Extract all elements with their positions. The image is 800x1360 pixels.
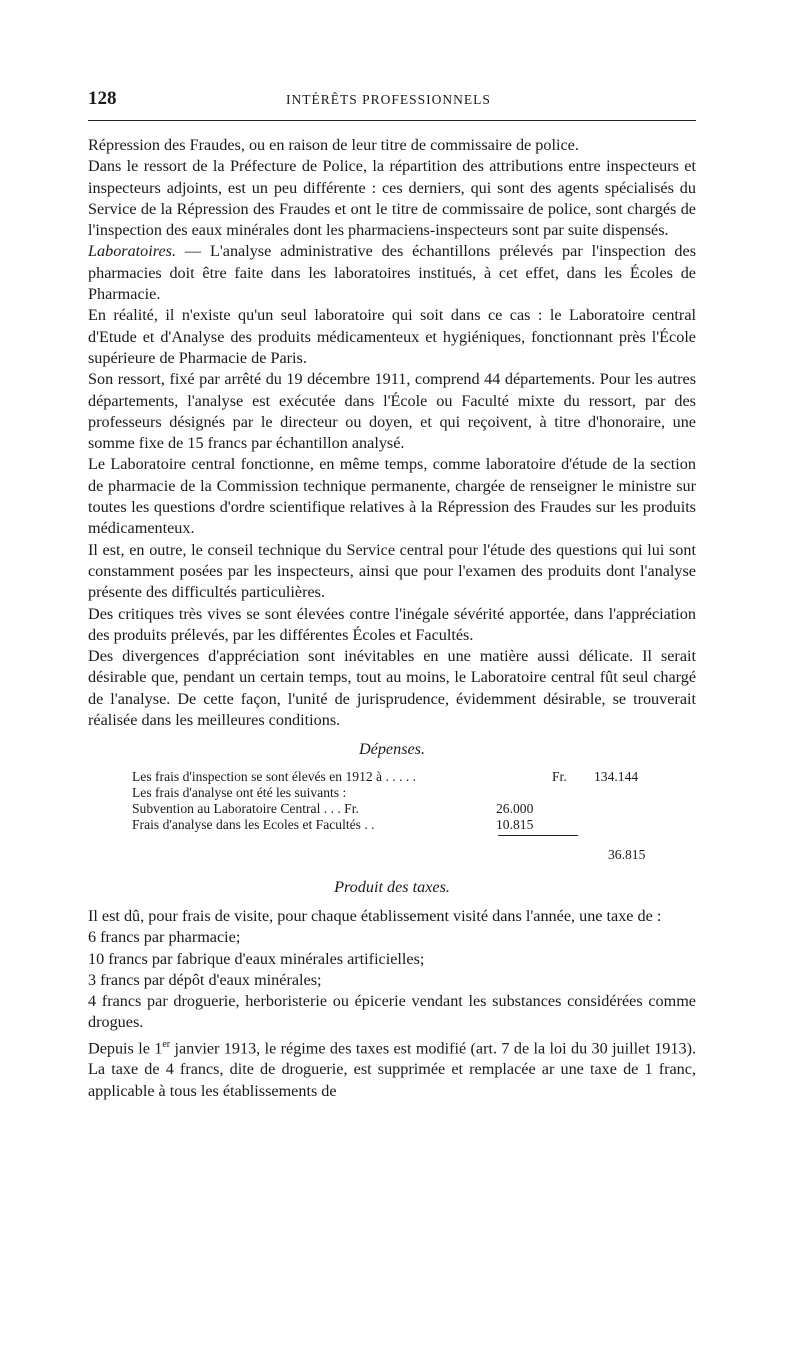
superscript: er xyxy=(162,1038,171,1050)
page-header xyxy=(88,84,696,112)
list-item: 3 francs par dépôt d'eaux minérales; xyxy=(88,970,322,989)
paragraph-text: janvier 1913, le régime des taxes est modifié (art. 7 de la loi du 30 juillet 1913). La taxe de 4 francs, dite de droguerie, est supprimée et remplacée ar une taxe de 1 franc, applicable à tous les établissements de xyxy=(88,1039,697,1100)
ledger-total: 36.815 xyxy=(608,846,646,862)
ledger-amount-subvention: 26.000 xyxy=(496,800,534,816)
paragraph: Il est, en outre, le conseil technique du Service central pour l'étude des questions qui lui sont constamment posées par les inspecteurs, ainsi que pour l'examen des produits dont l'analyse présente des difficultés particulières. xyxy=(88,540,696,602)
paragraph: Des critiques très vives se sont élevées contre l'inégale sévérité apportée, dans l'appréciation des produits prélevés, par les différentes Écoles et Facultés. xyxy=(88,604,696,644)
ledger-line-inspection: Les frais d'inspection se sont élevés en 1912 à . . . . . xyxy=(132,768,417,784)
ledger-currency: Fr. xyxy=(552,768,567,784)
ledger-line-subvention: Subvention au Laboratoire Central . . . Fr. xyxy=(132,800,359,816)
paragraph: En réalité, il n'existe qu'un seul laboratoire qui soit dans ce cas : le Laboratoire central d'Etude et d'Analyse des produits médicamenteux et hygiéniques, fonctionnant près l'École supérieure de Pharmacie de Paris. xyxy=(88,306,696,367)
section-title-depenses: Dépenses. xyxy=(358,740,426,759)
body-text xyxy=(88,135,696,1102)
paragraph-laboratoires xyxy=(88,241,696,305)
ledger-amount-ecoles: 10.815 xyxy=(496,816,534,832)
paragraph: Son ressort, fixé par arrêté du 19 décembre 1911, comprend 44 départements. Pour les autres départements, l'analyse est exécutée dans l'École ou Faculté mixte du ressort, par des professeurs désignés par le directeur ou doyen, et qui reçoivent, à titre d'honoraire, une somme fixe de 15 francs par échantillon analysé. xyxy=(88,370,696,453)
page-number: 128 xyxy=(88,88,117,109)
list-item: 4 francs par droguerie, herboristerie ou épicerie vendant les substances considérées comme drogues. xyxy=(88,992,696,1032)
paragraph: Le Laboratoire central fonctionne, en même temps, comme laboratoire d'étude de la section de pharmacie de la Commission technique permanente, chargée de renseigner le ministre sur toutes les questions d'ordre scientifique relatives à la Répression des Fraudes sur les produits médicamenteux. xyxy=(88,455,696,538)
expenses-ledger xyxy=(132,769,696,869)
header-rule xyxy=(88,120,696,121)
ledger-sum-rule xyxy=(498,835,578,836)
document-page xyxy=(88,84,696,1102)
paragraph-final xyxy=(88,1034,696,1102)
paragraph: Des divergences d'appréciation sont inévitables en une matière aussi délicate. Il serait désirable que, pendant un certain temps, tout au moins, le Laboratoire central fût seul chargé de l'analyse. De cette façon, l'unité de jurisprudence, évidemment désirable, se trouverait réalisée dans les meilleures conditions. xyxy=(88,647,696,730)
paragraph: Il est dû, pour frais de visite, pour chaque établissement visité dans l'année, une taxe de : xyxy=(88,906,662,925)
section-title-produit: Produit des taxes. xyxy=(334,877,450,896)
taxes-section xyxy=(88,906,696,1102)
ledger-amount-inspection: 134.144 xyxy=(594,768,639,784)
ledger-line-ecoles: Frais d'analyse dans les Ecoles et Facultés . . xyxy=(132,816,375,832)
list-item: 6 francs par pharmacie; xyxy=(88,928,241,947)
ledger-line-analyse: Les frais d'analyse ont été les suivants : xyxy=(132,784,347,800)
paragraph: Dans le ressort de la Préfecture de Police, la répartition des attributions entre inspecteurs et inspecteurs adjoints, est un peu différente : ces derniers, qui sont des agents spécialisés du Service de la Répression des Fraudes et ont le titre de commissaire de police, sont chargés de l'inspection des eaux minérales dont les pharmaciens-inspecteurs sont par suite dispensés. xyxy=(88,157,696,240)
paragraph-text: Depuis le 1 xyxy=(88,1039,163,1058)
list-item: 10 francs par fabrique d'eaux minérales artificielles; xyxy=(88,949,425,968)
paragraph-text: — L'analyse administrative des échantillons prélevés par l'inspection des pharmacies doit être faite dans les laboratoires institués, à cet effet, dans les Écoles de Pharmacie. xyxy=(88,242,696,304)
running-title: INTÉRÊTS PROFESSIONNELS xyxy=(286,92,491,107)
paragraph: Répression des Fraudes, ou en raison de leur titre de commissaire de police. xyxy=(88,136,579,154)
section-lead: Laboratoires. xyxy=(88,242,176,261)
